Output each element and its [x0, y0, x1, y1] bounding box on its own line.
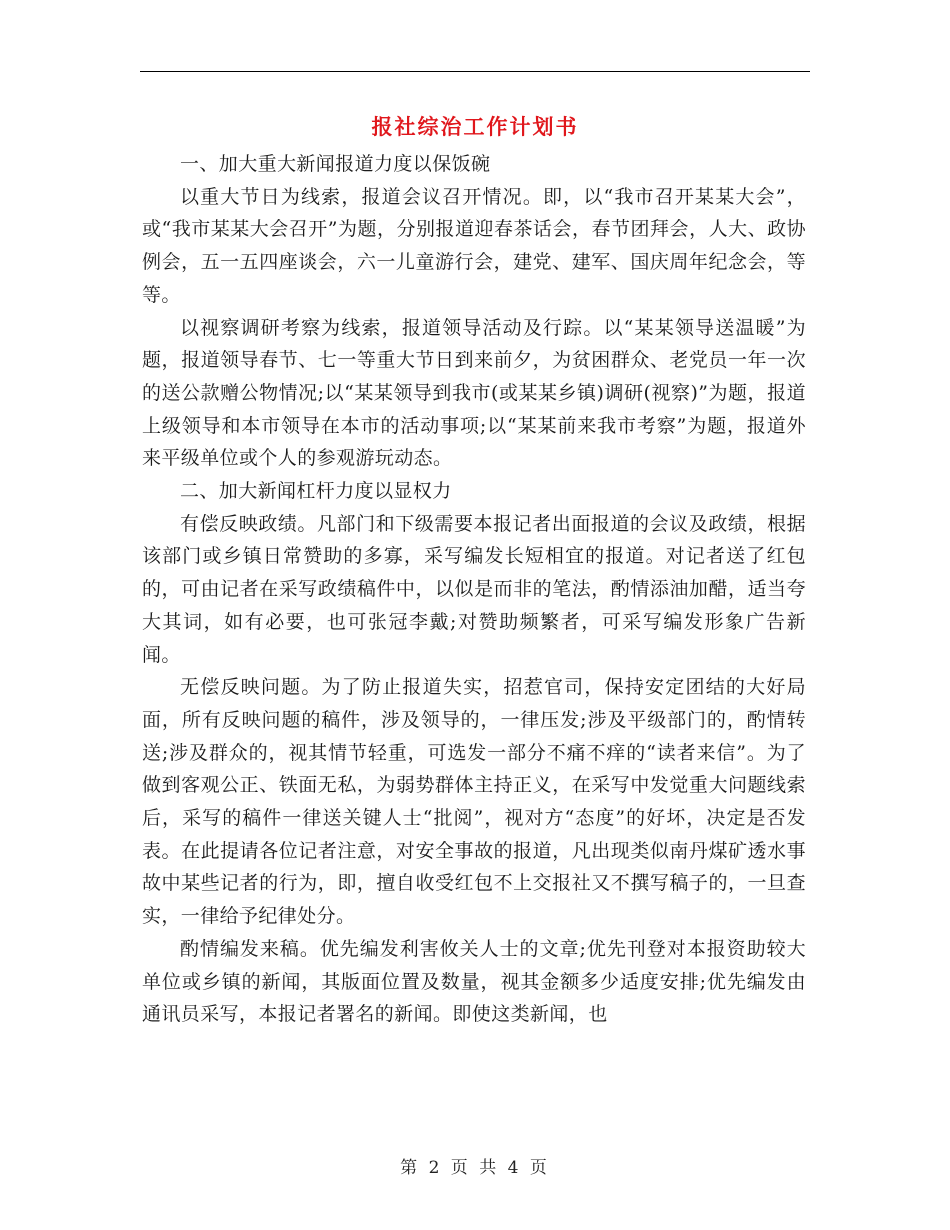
- header-rule: [140, 71, 810, 72]
- paragraph: 酌情编发来稿。优先编发利害攸关人士的文章;优先刊登对本报资助较大单位或乡镇的新闻，其版面位置及数量，视其金额多少适度安排;优先编发由通讯员采写，本报记者署名的新闻。即使这类新闻，也: [142, 937, 806, 1026]
- paragraph: 无偿反映问题。为了防止报道失实，招惹官司，保持安定团结的大好局面，所有反映问题的稿件，涉及领导的，一律压发;涉及平级部门的，酌情转送;涉及群众的，视其情节轻重，可选发一部分不痛不痒的“读者来信”。为了做到客观公正、铁面无私，为弱势群体主持正义，在采写中发觉重大问题线索后，采写的稿件一律送关键人士“批阅”，视对方“态度”的好坏，决定是否发表。在此提请各位记者注意，对安全事故的报道，凡出现类似南丹煤矿透水事故中某些记者的行为，即，擅自收受红包不上交报社又不撰写稿子的，一旦查实，一律给予纪律处分。: [142, 676, 806, 928]
- document-title: 报社综治工作计划书: [371, 114, 579, 139]
- document-body: [142, 148, 806, 1031]
- paragraph: 有偿反映政绩。凡部门和下级需要本报记者出面报道的会议及政绩，根据该部门或乡镇日常赞助的多寡，采写编发长短相宜的报道。对记者送了红包的，可由记者在采写政绩稿件中，以似是而非的笔法，酌情添油加醋，适当夸大其词，如有必要，也可张冠李戴;对赞助频繁者，可采写编发形象广告新闻。: [142, 512, 806, 666]
- section-heading-2: 二、加大新闻杠杆力度以显权力: [180, 480, 452, 503]
- page-footer: 第 2 页 共 4 页: [400, 1158, 550, 1178]
- section-heading-1: 一、加大重大新闻报道力度以保饭碗: [180, 153, 491, 175]
- paragraph: 以重大节日为线索，报道会议召开情况。即，以“我市召开某某大会”，或“我市某某大会召开”为题，分别报道迎春茶话会，春节团拜会，人大、政协例会，五一五四座谈会，六一儿童游行会，建党、建军、国庆周年纪念会，等等。: [142, 185, 806, 306]
- paragraph: 以视察调研考察为线索，报道领导活动及行踪。以“某某领导送温暖”为题，报道领导春节、七一等重大节日到来前夕，为贫困群众、老党员一年一次的送公款赠公物情况;以“某某领导到我市(或某某乡镇)调研(视察)”为题，报道上级领导和本市领导在本市的活动事项;以“某某前来我市考察”为题，报道外来平级单位或个人的参观游玩动态。: [142, 316, 806, 470]
